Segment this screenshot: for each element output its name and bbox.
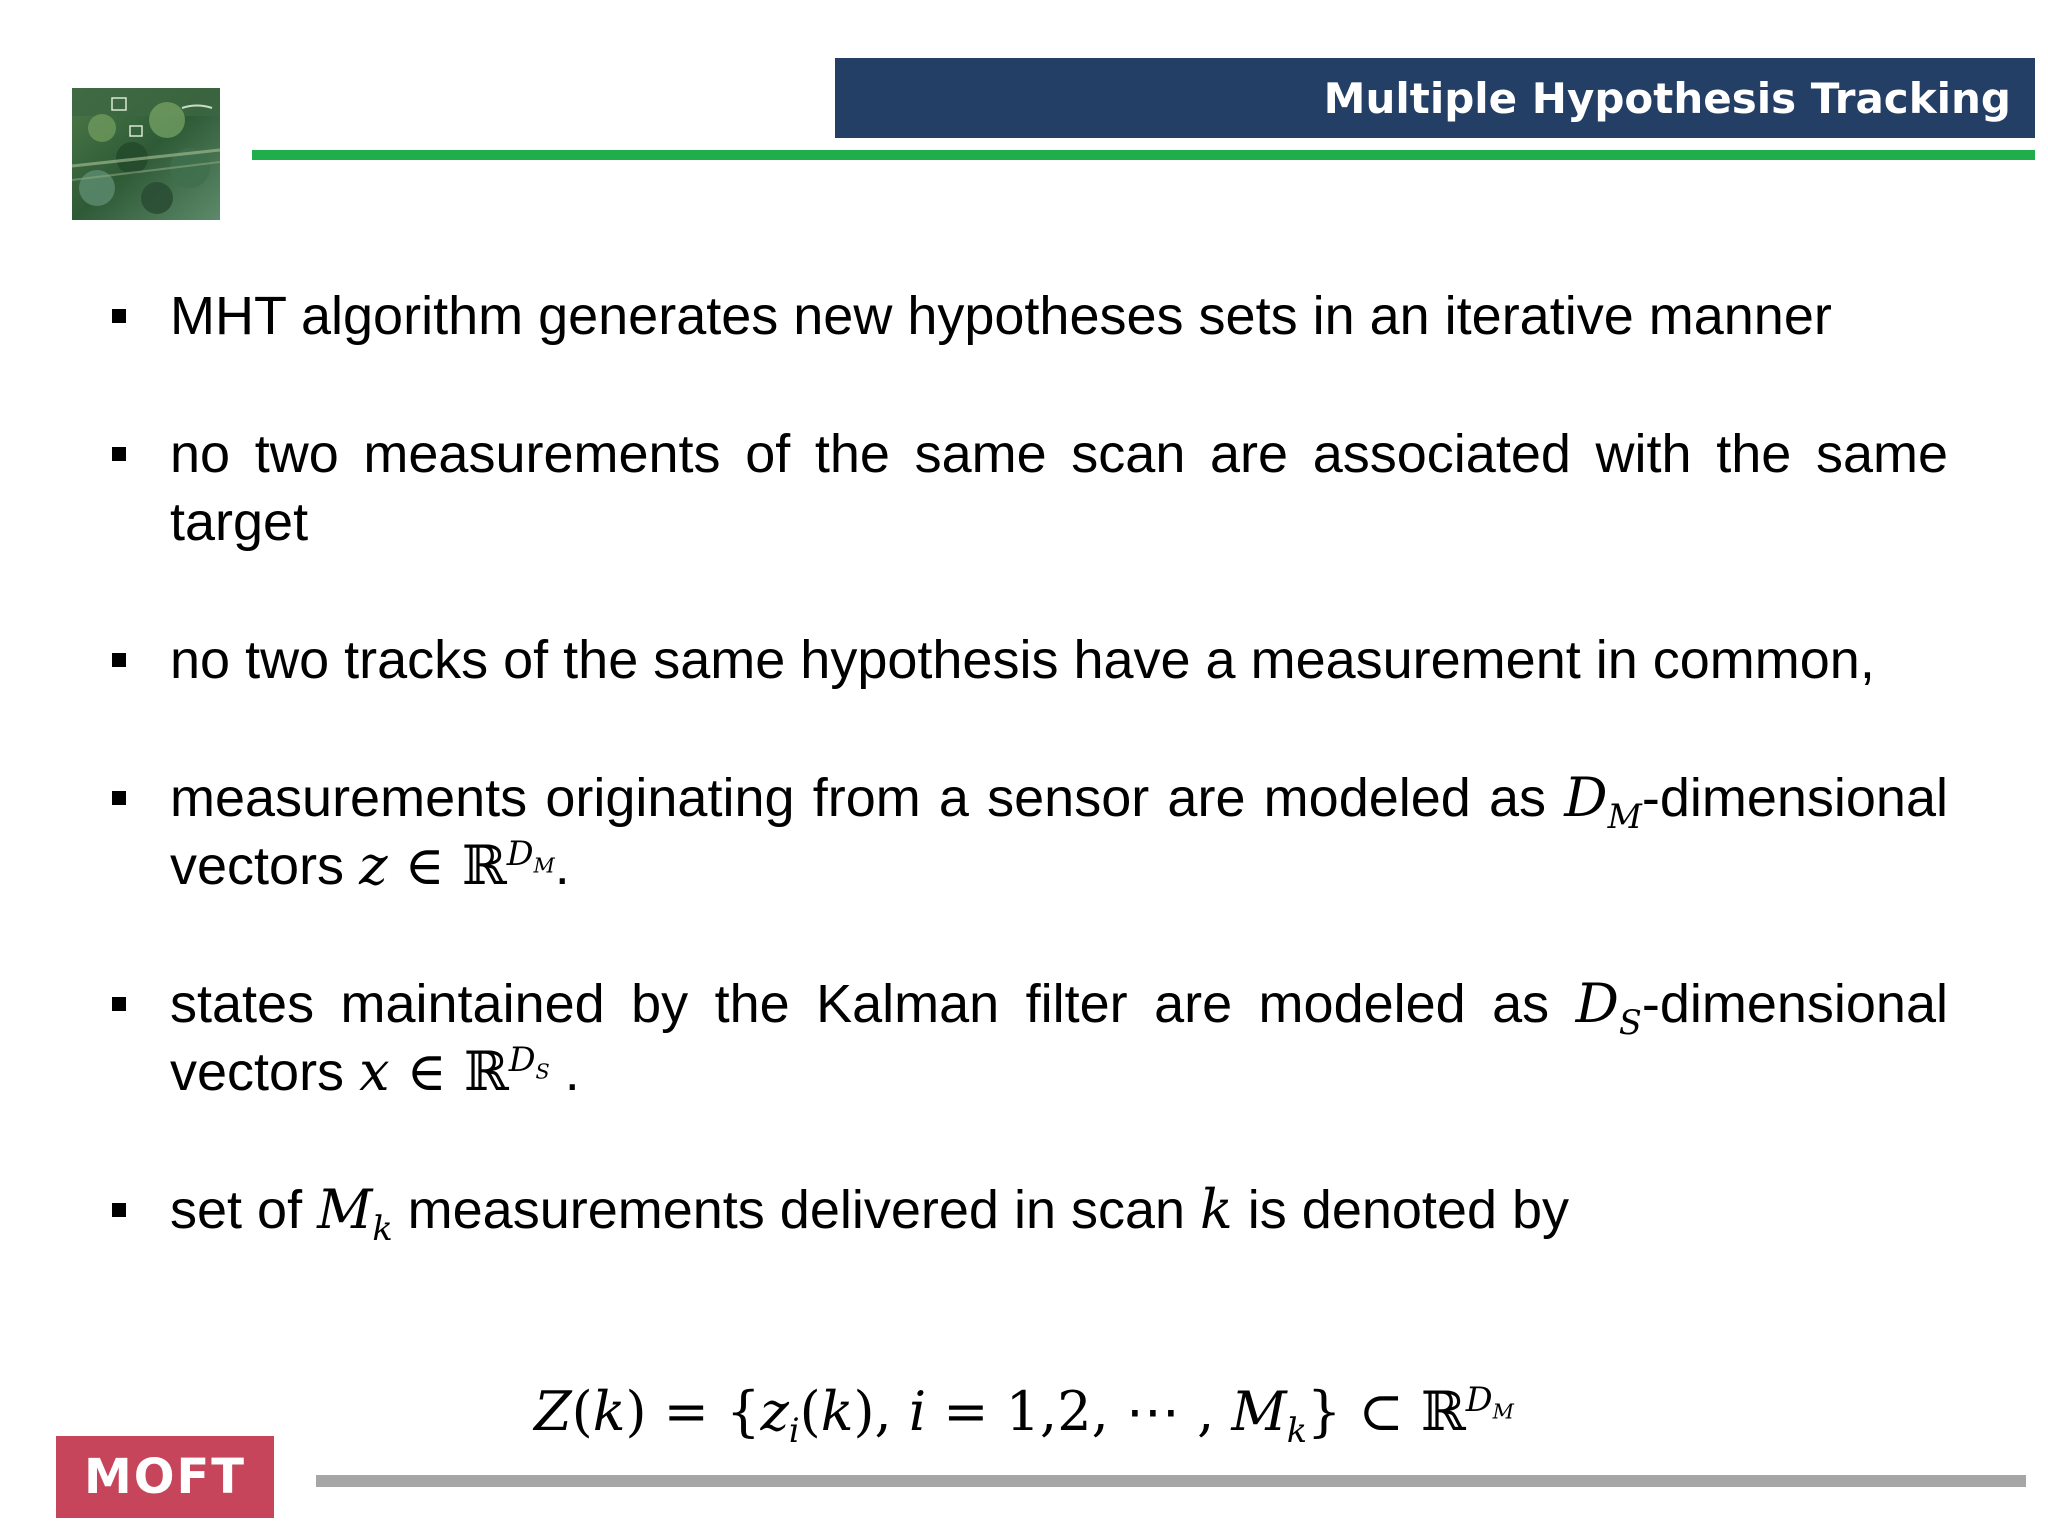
bullet-text: -dimensional vectors [170,768,1948,896]
bullet-text: measurements originating from a sensor are modeled as [170,768,1565,828]
list-item [108,282,1948,350]
math-ds: $D_S$ [1575,972,1642,1042]
logo-text: MOFT [83,1449,247,1505]
square-bullet-icon [112,447,126,461]
thumbnail-image [72,88,220,220]
list-item [108,970,1948,1106]
math-mk: $M_k$ [317,1178,393,1248]
square-bullet-icon [112,791,126,805]
list-item [108,764,1948,900]
bullet-text: . [549,1042,580,1102]
bullet-text: no two measurements of the same scan are associated with the same target [170,424,1948,552]
green-divider-line [252,150,2035,160]
bullet-text: -dimensional vectors [170,974,1948,1102]
list-item [108,420,1948,556]
bullet-text: MHT algorithm generates new hypotheses sets in an iterative manner [170,286,1832,346]
bullet-text: set of [170,1180,318,1240]
bullet-text: states maintained by the Kalman filter are modeled as [170,974,1576,1034]
math-x-in-rds: x ∈ ℝ$^{D_S}$ [359,1040,550,1103]
header-title-bar [835,58,2035,138]
slide-title: Multiple Hypothesis Tracking [1323,73,2011,123]
square-bullet-icon [112,997,126,1011]
square-bullet-icon [112,653,126,667]
footer-gray-line [316,1475,2026,1487]
aerial-photo-thumbnail [72,88,220,220]
bullet-list [108,282,1948,1314]
moft-logo [56,1436,274,1518]
bullet-text: measurements delivered in scan [392,1180,1201,1240]
bullet-text: is denoted by [1232,1180,1570,1240]
list-item [108,626,1948,694]
square-bullet-icon [112,309,126,323]
bullet-text: no two tracks of the same hypothesis have a measurement in common, [170,630,1875,690]
math-z-in-rdm: z ∈ ℝ$^{D_M}$ [359,834,555,897]
bullet-text: . [554,836,570,896]
measurement-set-equation: $Z(k) = \{z_i(k)$, i = 1,2, ⋯ , $M_k$} ⊂ ℝ$^{D_M}$ [534,1380,1514,1450]
math-dm: $D_M$ [1564,766,1642,836]
list-item [108,1176,1948,1248]
math-k: k [1200,1178,1233,1241]
square-bullet-icon [112,1203,126,1217]
